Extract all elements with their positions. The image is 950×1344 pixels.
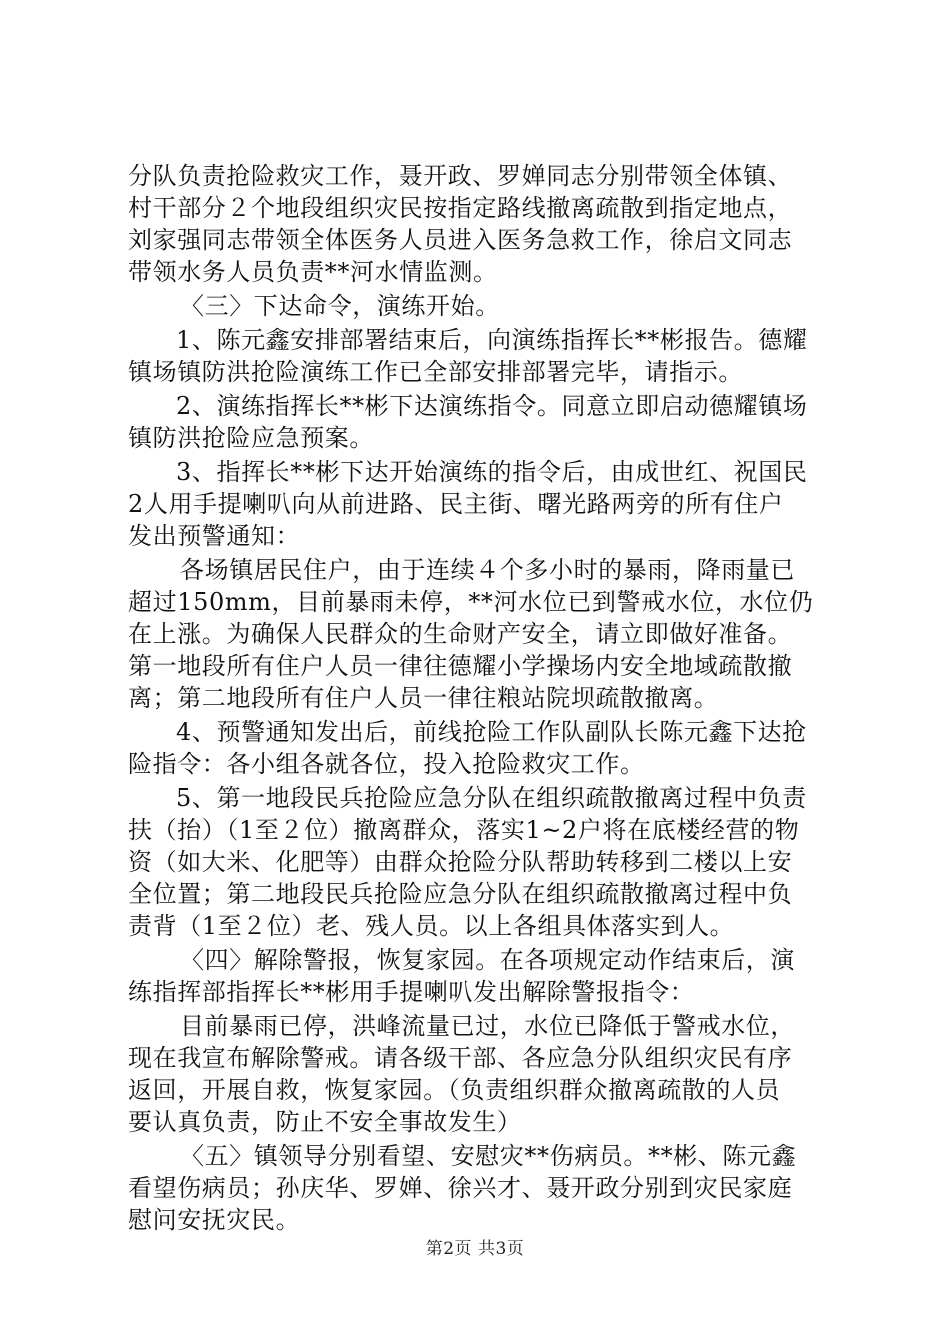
- text-line: 带领水务人员负责**河水情监测。: [128, 258, 498, 286]
- text-line: 镇场镇防洪抢险演练工作已全部安排部署完毕，请指示。: [128, 358, 743, 386]
- text-line: 第一地段所有住户人员一律往德耀小学操场内安全地域疏散撤: [128, 652, 793, 680]
- text-line: 离；第二地段所有住户人员一律往粮站院坝疏散撤离。: [128, 684, 719, 712]
- text-line: 4、预警通知发出后，前线抢险工作队副队长陈元鑫下达抢: [176, 718, 807, 746]
- text-line: 练指挥部指挥长**彬用手提喇叭发出解除警报指令：: [128, 978, 695, 1006]
- paragraph: [128, 456, 840, 552]
- text-line: 返回，开展自救，恢复家园。（负责组织群众撤离疏散的人员: [128, 1076, 781, 1104]
- page-footer: 第2页 共3页: [425, 1239, 525, 1259]
- text-line: 分队负责抢险救灾工作，聂开政、罗婵同志分别带领全体镇、: [128, 162, 793, 190]
- text-line: 2人用手提喇叭向从前进路、民主街、曙光路两旁的所有住户: [128, 490, 784, 518]
- text-line: 1、陈元鑫安排部署结束后，向演练指挥长**彬报告。德耀: [176, 326, 808, 354]
- text-line: 责背（1至２位）老、残人员。以上各组具体落实到人。: [128, 912, 735, 940]
- paragraph: [128, 1010, 840, 1138]
- text-line: 扶（抬）（1至２位）撤离群众，落实1~2户将在底楼经营的物: [128, 816, 800, 844]
- paragraph: [128, 554, 840, 714]
- text-line: 要认真负责，防止不安全事故发生）: [128, 1108, 522, 1136]
- text-line: 目前暴雨已停，洪峰流量已过，水位已降低于警戒水位，: [180, 1012, 795, 1040]
- text-line: 村干部分２个地段组织灾民按指定路线撤离疏散到指定地点，: [128, 194, 793, 222]
- paragraph: [128, 1140, 840, 1236]
- paragraph: [128, 290, 840, 322]
- text-line: 全位置；第二地段民兵抢险应急分队在组织疏散撤离过程中负: [128, 880, 793, 908]
- text-line: 险指令：各小组各就各位，投入抢险救灾工作。: [128, 750, 645, 778]
- text-line: 〈三〉下达命令，演练开始。: [180, 292, 500, 320]
- paragraph: [128, 716, 840, 780]
- document-body: [128, 160, 840, 1238]
- paragraph: [128, 160, 840, 288]
- paragraph: [128, 390, 840, 454]
- text-line: 看望伤病员；孙庆华、罗婵、徐兴才、聂开政分别到灾民家庭: [128, 1174, 793, 1202]
- text-line: 慰问安抚灾民。: [128, 1206, 301, 1234]
- text-line: 2、演练指挥长**彬下达演练指令。同意立即启动德耀镇场: [176, 392, 808, 420]
- text-line: 〈四〉解除警报，恢复家园。在各项规定动作结束后，演: [180, 946, 795, 974]
- text-line: 刘家强同志带领全体医务人员进入医务急救工作，徐启文同志: [128, 226, 793, 254]
- text-line: 在上涨。为确保人民群众的生命财产安全，请立即做好准备。: [128, 620, 793, 648]
- text-line: 现在我宣布解除警戒。请各级干部、各应急分队组织灾民有序: [128, 1044, 793, 1072]
- text-line: 资（如大米、化肥等）由群众抢险分队帮助转移到二楼以上安: [128, 848, 793, 876]
- text-line: 3、指挥长**彬下达开始演练的指令后，由成世红、祝国民: [176, 458, 808, 486]
- paragraph: [128, 782, 840, 942]
- text-line: 超过150mm，目前暴雨未停，**河水位已到警戒水位，水位仍: [128, 588, 814, 616]
- paragraph: [128, 944, 840, 1008]
- paragraph: [128, 324, 840, 388]
- text-line: 5、第一地段民兵抢险应急分队在组织疏散撤离过程中负责: [176, 784, 807, 812]
- text-line: 各场镇居民住户，由于连续４个多小时的暴雨，降雨量已: [180, 556, 795, 584]
- text-line: 镇防洪抢险应急预案。: [128, 424, 374, 452]
- text-line: 〈五〉镇领导分别看望、安慰灾**伤病员。**彬、陈元鑫: [180, 1142, 797, 1170]
- text-line: 发出预警通知：: [128, 522, 301, 550]
